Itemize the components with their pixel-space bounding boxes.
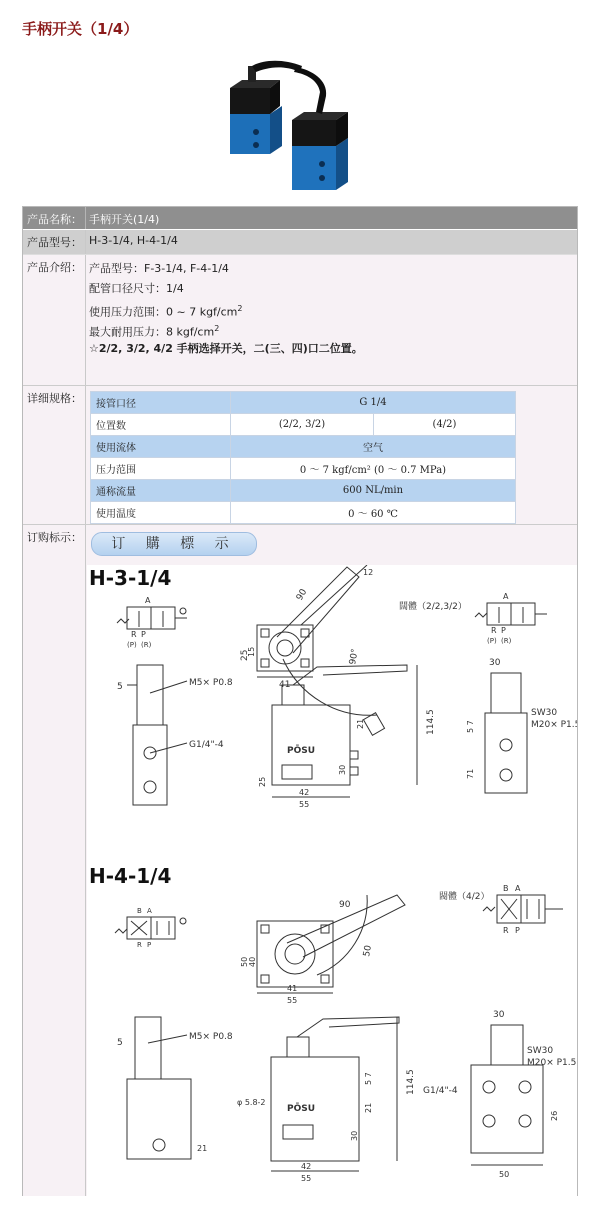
h3-v-r: R	[491, 626, 497, 635]
spec-key: 使用流体	[91, 436, 231, 458]
h3-dim-42: 42	[299, 788, 310, 797]
h4-sym-r: R	[137, 941, 142, 949]
h4-note-phi: φ 5.8-2	[237, 1098, 266, 1107]
h3-valve-symbol	[399, 592, 547, 645]
h4-v-a: A	[515, 884, 521, 893]
h4-front-view	[237, 1017, 416, 1183]
intro-note: ☆2/2, 3/2, 4/2 手柄选择开关，二(三、四)口二位置。	[89, 342, 363, 355]
label-product-name: 产品名称：	[23, 207, 86, 229]
h4-dim-50b: 50	[499, 1170, 510, 1179]
h3-title: H-3-1/4	[89, 566, 172, 590]
h4-dim-42: 42	[301, 1162, 312, 1171]
max-pressure-text: 最大耐用压力：8 kgf/cm	[89, 325, 215, 339]
row-product-name	[23, 207, 577, 229]
spec-key: 压力范围	[91, 458, 231, 480]
h4-dim-55: 55	[287, 996, 298, 1005]
row-order-marking	[23, 524, 577, 1196]
spec-panel	[22, 206, 578, 1196]
h3-dim-21: 21	[356, 718, 365, 729]
h4-sym-b: B	[137, 907, 142, 915]
pressure-sup: 2	[237, 304, 243, 313]
h4-side-view	[117, 1017, 233, 1159]
h4-dim-90: 90	[339, 900, 351, 910]
value-product-name: 手柄开关(1/4)	[89, 213, 160, 226]
intro-line-max-pressure	[89, 319, 577, 339]
h4-dim-50: 50	[362, 944, 374, 958]
label-product-intro: 产品介绍：	[23, 255, 86, 385]
spec-value: 0 ～ 7 kgf/cm² (0 ～ 0.7 MPa)	[231, 458, 516, 480]
h3-sym-p: P	[141, 630, 146, 639]
h3-v-p: P	[501, 626, 506, 635]
h3-side-view	[117, 665, 233, 805]
intro-line-pressure	[89, 299, 577, 319]
h4-dim-30r: 30	[493, 1010, 505, 1020]
page-title: 手柄开关（1/4）	[22, 20, 139, 38]
h4-dim-40: 40	[248, 956, 257, 967]
h4-v-p: P	[515, 926, 520, 935]
spec-value: 空气	[231, 436, 516, 458]
row-product-intro	[23, 254, 577, 385]
h4-note-g14: G1/4"-4	[423, 1086, 458, 1096]
h3-sym-r: R	[131, 630, 137, 639]
spec-row-temperature	[91, 502, 516, 524]
h3-brand: PŌSU	[287, 746, 316, 756]
h4-dim-30: 30	[350, 1130, 359, 1141]
h3-note-m5: M5× P0.8	[189, 678, 233, 688]
h3-dim-30: 30	[338, 764, 347, 775]
h3-dim-5: 5	[117, 682, 123, 692]
value-product-intro	[87, 255, 577, 385]
h3-v-pp: (P)	[487, 637, 497, 645]
h4-note-m20: M20× P1.5	[527, 1058, 577, 1068]
h3-v-a: A	[503, 592, 509, 601]
h4-sym-p: P	[147, 941, 152, 949]
h4-top-view	[240, 895, 405, 1005]
h3-right-view	[466, 658, 577, 793]
spec-key: 接管口径	[91, 392, 231, 414]
h3-sym-a: A	[145, 596, 151, 605]
h4-dim-21b: 21	[364, 1102, 373, 1113]
h4-v-r: R	[503, 926, 509, 935]
h4-brand: PŌSU	[287, 1104, 316, 1114]
h3-dim-55: 55	[299, 800, 310, 809]
h3-dim-71: 71	[466, 768, 475, 779]
spec-key: 使用温度	[91, 502, 231, 524]
h3-dim-25: 25	[240, 649, 250, 661]
h3-dim-30r: 30	[489, 658, 501, 668]
intro-line-model: 产品型号：F-3-1/4, F-4-1/4	[89, 262, 229, 275]
h4-valve-symbol	[439, 884, 563, 935]
spec-value: G 1/4	[231, 392, 516, 414]
spec-row-port	[91, 392, 516, 414]
h3-dim-41: 41	[279, 680, 291, 690]
h4-dim-5: 5	[117, 1038, 123, 1048]
label-product-model: 产品型号：	[23, 230, 86, 254]
h4-note-m5: M5× P0.8	[189, 1032, 233, 1042]
h4-v-b: B	[503, 884, 509, 893]
spec-row-flow	[91, 480, 516, 502]
spec-row-pressure	[91, 458, 516, 480]
spec-value: (2/2, 3/2)	[231, 414, 374, 436]
h3-symbol	[117, 596, 187, 649]
row-detail-spec	[23, 385, 577, 524]
h3-valve-label: 闊體（2/2,3/2）	[399, 602, 467, 612]
h3-sym-rr: (R)	[141, 641, 152, 649]
h4-note-sw30: SW30	[527, 1046, 554, 1056]
h3-dim-12: 12	[363, 568, 374, 577]
h4-dim-41: 41	[287, 984, 298, 993]
spec-row-positions	[91, 414, 516, 436]
spec-value: 600 NL/min	[231, 480, 516, 502]
h3-dim-25b: 25	[258, 776, 267, 787]
pressure-text: 使用压力范围：0 ~ 7 kgf/cm	[89, 305, 238, 319]
h4-valve-label: 閥體（4/2）	[439, 892, 490, 902]
intro-line-port: 配管口径尺寸：1/4	[89, 282, 184, 295]
technical-drawing	[87, 565, 577, 1196]
h3-sym-pp: (P)	[127, 641, 137, 649]
h4-dim-26: 26	[550, 1110, 559, 1121]
h4-sym-a: A	[147, 907, 152, 915]
order-banner: 订 購 標 示	[91, 532, 257, 556]
h4-symbol	[115, 907, 186, 949]
h4-dim-55b: 55	[301, 1174, 312, 1183]
spec-key: 位置数	[91, 414, 231, 436]
h3-dim-90: 90	[294, 587, 310, 603]
h4-dim-50l: 50	[240, 956, 249, 967]
h3-dim-114: 114.5	[426, 709, 436, 735]
h3-note-sw30: SW30	[531, 708, 558, 718]
spec-value: 0 ～ 60 ℃	[231, 502, 516, 524]
h3-dim-angle: 90°	[348, 648, 361, 666]
drawing-svg	[87, 565, 577, 1196]
h3-note-m20: M20× P1.5	[531, 720, 577, 730]
spec-key: 通称流量	[91, 480, 231, 502]
spec-row-fluid	[91, 436, 516, 458]
h4-dim-114: 114.5	[406, 1069, 416, 1095]
h4-title: H-4-1/4	[89, 864, 172, 888]
h3-dim-57: 5 7	[466, 720, 475, 733]
row-product-model	[23, 229, 577, 254]
h4-dim-21: 21	[197, 1144, 208, 1153]
h4-right-view	[423, 1010, 576, 1179]
label-detail-spec: 详细规格：	[23, 386, 86, 524]
h3-note-g14: G1/4"-4	[189, 740, 224, 750]
h3-v-rr: (R)	[501, 637, 512, 645]
spec-value: (4/2)	[374, 414, 516, 436]
product-photo	[222, 52, 370, 192]
max-pressure-sup: 2	[214, 324, 220, 333]
spec-table	[90, 391, 516, 546]
h3-dim-15: 15	[247, 646, 256, 657]
h4-dim-57: 5 7	[364, 1072, 373, 1085]
label-order-marking: 订购标示：	[23, 525, 86, 1196]
h3-top-view	[240, 565, 385, 735]
value-product-model: H-3-1/4, H-4-1/4	[89, 234, 178, 247]
